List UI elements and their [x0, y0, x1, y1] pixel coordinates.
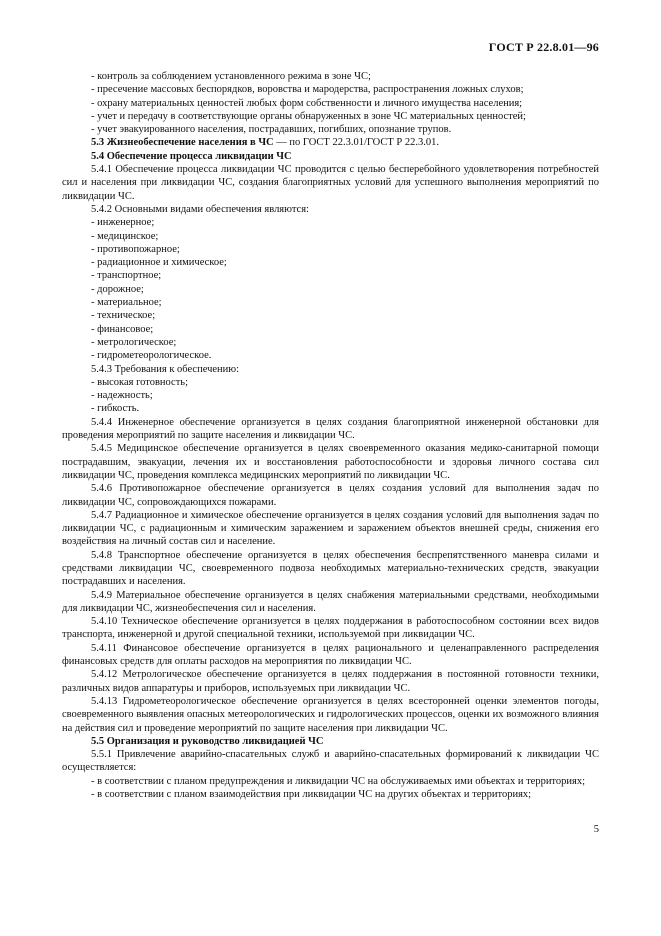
paragraph-5-4-3: 5.4.3 Требования к обеспечению: [91, 363, 240, 375]
list-item: - инженерное; [91, 217, 155, 229]
list-item: - техническое; [91, 310, 156, 322]
section-title: Обеспечение процесса ликвидации ЧС [106, 150, 292, 162]
section-number: 5.4 [91, 150, 105, 162]
list-item: - материальное; [91, 297, 162, 309]
section-5-3 [62, 136, 599, 149]
paragraph-5-4-10: 5.4.10 Техническое обеспечение организуется в целях поддержания в работоспособном состоянии всех видов транспорта, инженерной и другой специальной техники, используемой при ликвидации ЧС. [62, 616, 599, 641]
list-item: - дорожное; [91, 283, 144, 295]
section-title: Организация и руководство ликвидацией ЧС [106, 735, 324, 747]
list-item: - гибкость. [91, 403, 140, 415]
paragraph-5-4-13: 5.4.13 Гидрометеорологическое обеспечение организуется в целях всесторонней оценки элементов погоды, своевременного выявления опасных метеорологических и гидрологических процессов, оценки их возможного влияния на действия сил и проведение мероприятий по защите населения при ликвидации ЧС. [62, 695, 599, 734]
list-item: - метрологическое; [91, 336, 177, 348]
page-number: 5 [593, 824, 599, 835]
list-item: - противопожарное; [91, 243, 180, 255]
section-number: 5.3 [91, 137, 105, 149]
paragraph-5-4-5: 5.4.5 Медицинское обеспечение организуется в целях своевременного оказания медико-санитарной помощи пострадавшим, эвакуации, лечения их и восстановления работоспособности и здоровья личного состава сил ликвидации ЧС, проведения комплекса медицинских мероприятий по ликвидации ЧС. [62, 443, 599, 481]
list-item: - надежность; [91, 390, 153, 402]
paragraph-5-4-2: 5.4.2 Основными видами обеспечения являются: [91, 203, 309, 215]
section-title: Жизнеобеспечение населения в ЧС [106, 137, 274, 149]
paragraph-5-4-7: 5.4.7 Радиационное и химическое обеспечение организуется в целях создания условий для выполнения задач по ликвидации ЧС, с радиационным и химическим заражением и заражением объектов внешней среды, снижения его воздействия на личный состав сил и население. [62, 509, 599, 548]
list-item: - гидрометеорологическое. [91, 350, 212, 362]
paragraph-5-4-6: 5.4.6 Противопожарное обеспечение организуется в целях создания условий для выполнения задач по ликвидации ЧС, сопровождающихся пожарами. [62, 483, 599, 508]
list-item: - в соответствии с планом предупреждения и ликвидации ЧС на обслуживаемых ими объектах и территориях; [91, 775, 586, 787]
section-5-4 [62, 150, 599, 163]
list-item: - в соответствии с планом взаимодействия при ликвидации ЧС на других объектах и территориях; [91, 789, 532, 801]
list-item: - финансовое; [91, 323, 154, 335]
paragraph-5-4-8: 5.4.8 Транспортное обеспечение организуется в целях обеспечения беспрепятственного маневра силами и средствами ликвидации ЧС, своевременного подвоза необходимых материально-технических средств, эвакуации пострадавших и населения. [62, 549, 599, 588]
list-item: - радиационное и химическое; [91, 257, 227, 269]
list-item: - пресечение массовых беспорядков, воровства и мародерства, распространения ложных слухов; [91, 84, 524, 96]
list-item: - контроль за соблюдением установленного режима в зоне ЧС; [91, 71, 371, 82]
section-number: 5.5 [91, 735, 105, 747]
paragraph-5-4-11: 5.4.11 Финансовое обеспечение организуется в целях рационального и целенаправленного распределения финансовых средств для оплаты расходов на мероприятия по ликвидации ЧС. [62, 642, 599, 668]
paragraph-5-4-4: 5.4.4 Инженерное обеспечение организуется в целях создания благоприятной инженерной обстановки для проведения мероприятий по защите населения и ликвидации ЧС. [62, 416, 599, 442]
list-item: - транспортное; [91, 270, 162, 282]
paragraph-5-4-1: 5.4.1 Обеспечение процесса ликвидации ЧС проводится с целью бесперебойного удовлетворения потребностей сил и населения при ликвидации ЧС, создания благоприятных условий для успешного выполнения мероприятий по ликвидации ЧС. [62, 164, 599, 202]
list-item: - высокая готовность; [91, 376, 189, 388]
paragraph-5-4-12: 5.4.12 Метрологическое обеспечение организуется в целях поддержания в постоянной готовности техники, различных видов аппаратуры и приборов, используемых при ликвидации ЧС. [62, 669, 599, 694]
paragraph-5-4-9: 5.4.9 Материальное обеспечение организуется в целях снабжения материальными средствами, необходимыми для ликвидации ЧС, жизнеобеспечения сил и населения. [62, 589, 599, 614]
document-body [62, 70, 599, 801]
list-item: - медицинское; [91, 230, 159, 242]
list-item: - учет эвакуированного населения, пострадавших, погибших, опознание трупов. [91, 124, 452, 136]
list-item: - охрану материальных ценностей любых форм собственности и личного имущества населения; [91, 97, 523, 109]
section-5-5 [62, 735, 599, 748]
paragraph-5-5-1: 5.5.1 Привлечение аварийно-спасательных служб и аварийно-спасательных формирований к ликвидации ЧС осуществляется: [62, 749, 599, 774]
document-header: ГОСТ Р 22.8.01—96 [488, 40, 599, 54]
list-item: - учет и передачу в соответствующие органы обнаруженных в зоне ЧС материальных ценностей; [91, 110, 526, 122]
section-reference: — по ГОСТ 22.3.01/ГОСТ Р 22.3.01. [273, 137, 440, 149]
